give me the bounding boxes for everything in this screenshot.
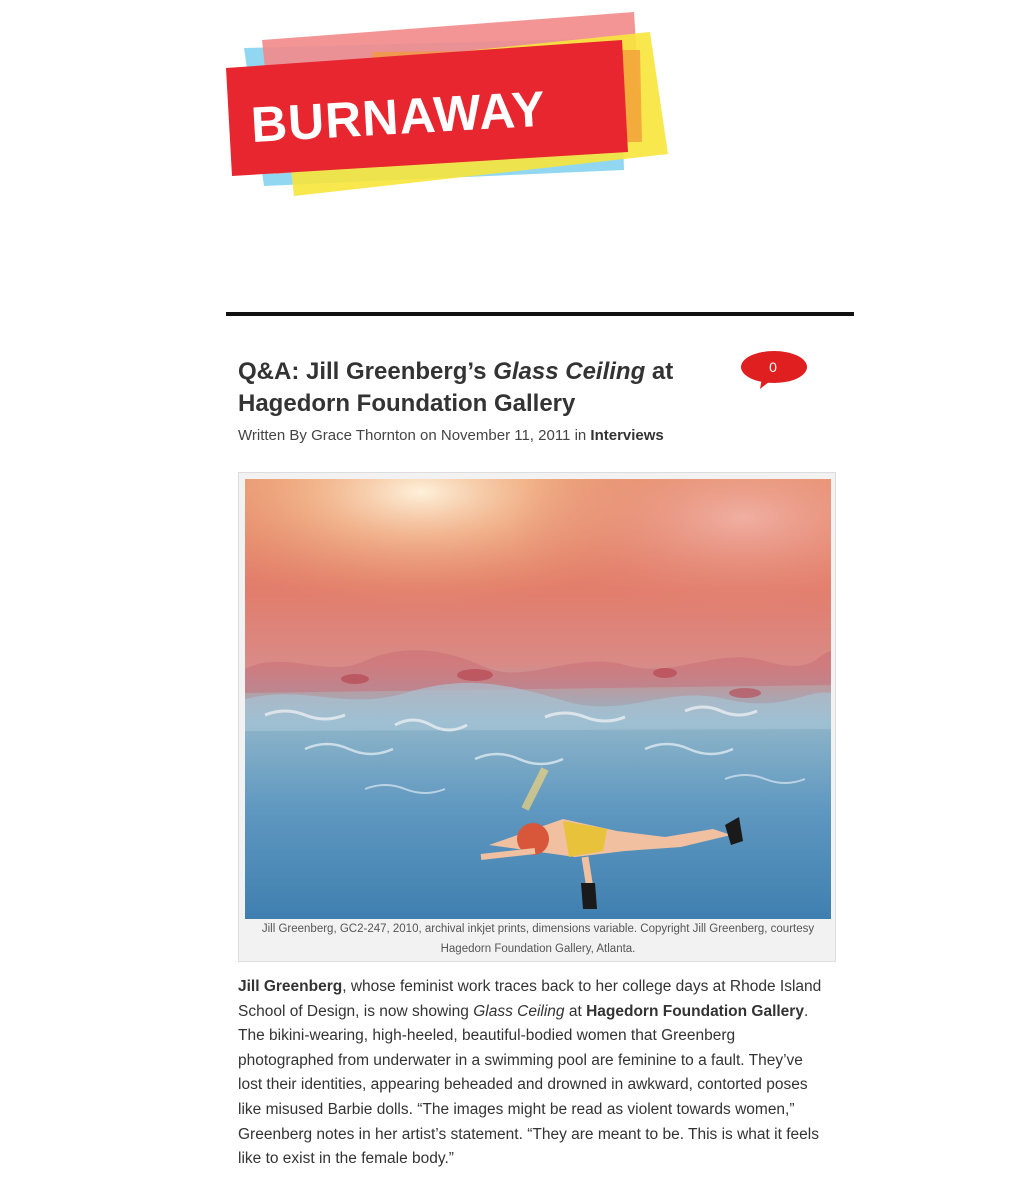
post-title-italic: Glass Ceiling	[493, 358, 646, 385]
comment-count: 0	[769, 359, 777, 375]
artist-name: Jill Greenberg	[238, 978, 343, 995]
burnaway-logo[interactable]	[222, 10, 674, 202]
featured-figure	[238, 472, 836, 962]
show-title: Glass Ceiling	[473, 1002, 565, 1020]
post-title[interactable]: Q&A: Jill Greenberg’s Glass Ceiling at Hagedorn Foundation Gallery	[238, 358, 674, 417]
logo-text: BURNAWAY	[249, 80, 548, 153]
byline: Written By Grace Thornton on November 11, 2011 in Interviews	[238, 427, 664, 444]
gallery-name: Hagedorn Foundation Gallery	[586, 1002, 804, 1020]
article-paragraph: Jill Greenberg, whose feminist work traces back to her college days at Rhode Island School of Design, is now showing Glass Ceiling at Hagedorn Foundation Gallery. The bikini-wearing, high-heeled, beautiful-bodied women that Greenberg photographed from underwater in a swimming pool are feminine to a fault. They’ve lost their identities, appearing beheaded and drowned in awkward, contorted poses like misused Barbie dolls. “The images might be read as violent towards women,” Greenberg notes in her artist’s statement. “They are meant to be. This is what it feels like to exist in the female body.”	[238, 978, 822, 1168]
comment-count-bubble[interactable]	[740, 350, 808, 390]
featured-photo[interactable]	[245, 479, 831, 919]
figure-caption: Jill Greenberg, GC2-247, 2010, archival inkjet prints, dimensions variable. Copyright Jill Greenberg, courtesy Hagedorn Foundation Gallery, Atlanta.	[261, 923, 815, 955]
header-divider	[226, 312, 854, 316]
logo-graphic	[222, 10, 674, 202]
category-link-interviews[interactable]: Interviews	[590, 427, 664, 444]
underwater-photo-image	[245, 479, 831, 919]
